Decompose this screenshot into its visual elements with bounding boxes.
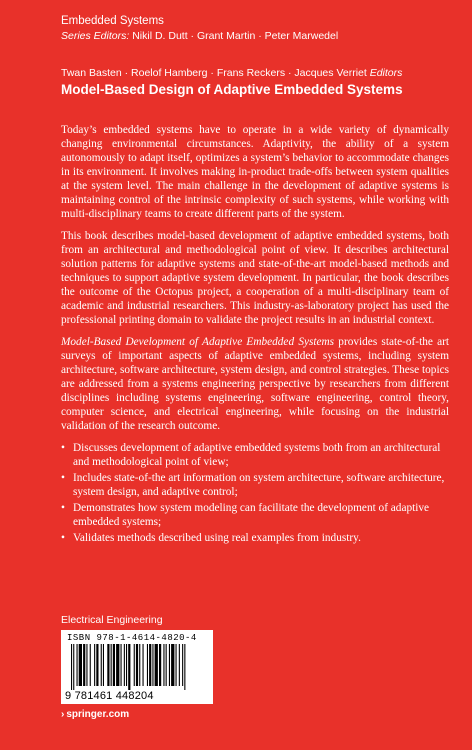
series-info [61,14,338,44]
book-editors-role: Editors [369,67,403,79]
barcode-digits: 9 781461 448204 [65,690,154,702]
barcode-bar [139,644,140,686]
arrow-icon: › [61,709,65,720]
barcode-bar [166,644,167,686]
barcode-bar [94,644,95,686]
list-item-text: Includes state-of-the art information on system architecture, software architecture, system design, and adaptive control; [73,472,445,498]
barcode-bar [126,644,127,686]
barcode-bar [113,644,115,686]
book-title: Model-Based Design of Adaptive Embedded Systems [61,82,403,97]
barcode-bar [73,644,74,690]
barcode-bar [96,644,98,686]
book-editors [61,67,402,80]
subject-category: Electrical Engineering [61,614,163,626]
barcode-bar [143,644,144,686]
list-item [61,501,449,529]
barcode-bar [111,644,112,686]
barcode-bar [176,644,177,686]
blurb [61,123,449,547]
list-item [61,471,449,499]
barcode-bar [116,644,119,686]
barcode-icon [71,644,203,690]
barcode-bar [155,644,158,686]
barcode-bar [77,644,78,686]
barcode-bar [90,644,91,686]
barcode-bar [179,644,180,686]
isbn-barcode [61,630,213,704]
barcode-bar [163,644,164,686]
bullet-icon: • [61,472,65,484]
blurb-paragraph-3-rest: provides state-of-the art surveys of important aspects of adaptive embedded systems, including system architecture, software architecture, system design, and control strategies. These topics are addressed from a systems engineering perspective by researchers from different disciplines including systems engineering, software engineering, control theory, computer science, and electrical engineering, while focusing on the industrial validation of the research outcome. [61,336,449,432]
publisher-url: springer.com [66,709,130,720]
barcode-bar [147,644,148,686]
barcode-bar [134,644,135,686]
list-item [61,441,449,469]
barcode-bar [182,644,183,686]
feature-list [61,441,449,545]
book-editors-names: Twan Basten · Roelof Hamberg · Frans Reckers · Jacques Verriet [61,67,367,79]
barcode-bar [107,644,109,686]
barcode-bar [86,644,87,686]
series-editors-label: Series Editors: [61,30,130,42]
barcode-bar [71,644,72,690]
publisher-link[interactable] [61,709,129,720]
blurb-paragraph-2: This book describes model-based development of adaptive embedded systems, both from an architectural and methodological point of view. It describes architectural solution patterns for adaptive systems and state-of-the-art model-based methods and techniques to support adaptive system development. In particular, the book describes the outcome of the Octopus project, a cooperation of a multi-disciplinary team of academic and industrial researchers. This industry-as-laboratory project has used the professional printing domain to validate the project results in an industrial context. [61,230,449,326]
series-editors [61,29,338,44]
series-name: Embedded Systems [61,15,164,27]
barcode-bar [152,644,153,686]
barcode-bar [149,644,151,686]
bullet-icon: • [61,532,65,544]
barcode-bar [184,644,185,690]
barcode-bar [83,644,85,686]
barcode-bar [171,644,174,686]
barcode-bar [136,644,138,686]
isbn-text: ISBN 978-1-4614-4820-4 [67,633,197,643]
blurb-paragraph-1: Today’s embedded systems have to operate in a wide variety of dynamically changing environmental circumstances. Adaptivity, the ability of a system autonomously to adapt itself, optimizes a system’s behavior to accommodate changes in its environment. It involves making in-product trade-offs between system qualities at the system level. The main challenge in the development of adaptive systems is maintaining control of the intrinsic complexity of such systems, while working with multi-disciplinary teams to create different parts of the system. [61,124,449,220]
bullet-icon: • [61,502,65,514]
list-item [61,531,449,545]
barcode-bar [121,644,122,686]
barcode-bar [159,644,161,686]
barcode-bar [169,644,170,686]
bullet-icon: • [61,442,65,454]
barcode-bar [101,644,102,686]
barcode-bar [103,644,104,686]
barcode-bar [124,644,125,686]
list-item-text: Demonstrates how system modeling can facilitate the development of adaptive embedded systems; [73,502,430,528]
list-item-text: Validates methods described using real examples from industry. [73,532,361,544]
blurb-paragraph-3 [61,335,449,433]
barcode-bar [128,644,130,690]
barcode-bar [79,644,82,686]
list-item-text: Discusses development of adaptive embedded systems both from an architectural and methodological point of view; [73,442,441,468]
series-editors-names: Nikil D. Dutt · Grant Martin · Peter Marwedel [132,30,339,42]
book-title-italic: Model-Based Development of Adaptive Embedded Systems [61,336,335,348]
